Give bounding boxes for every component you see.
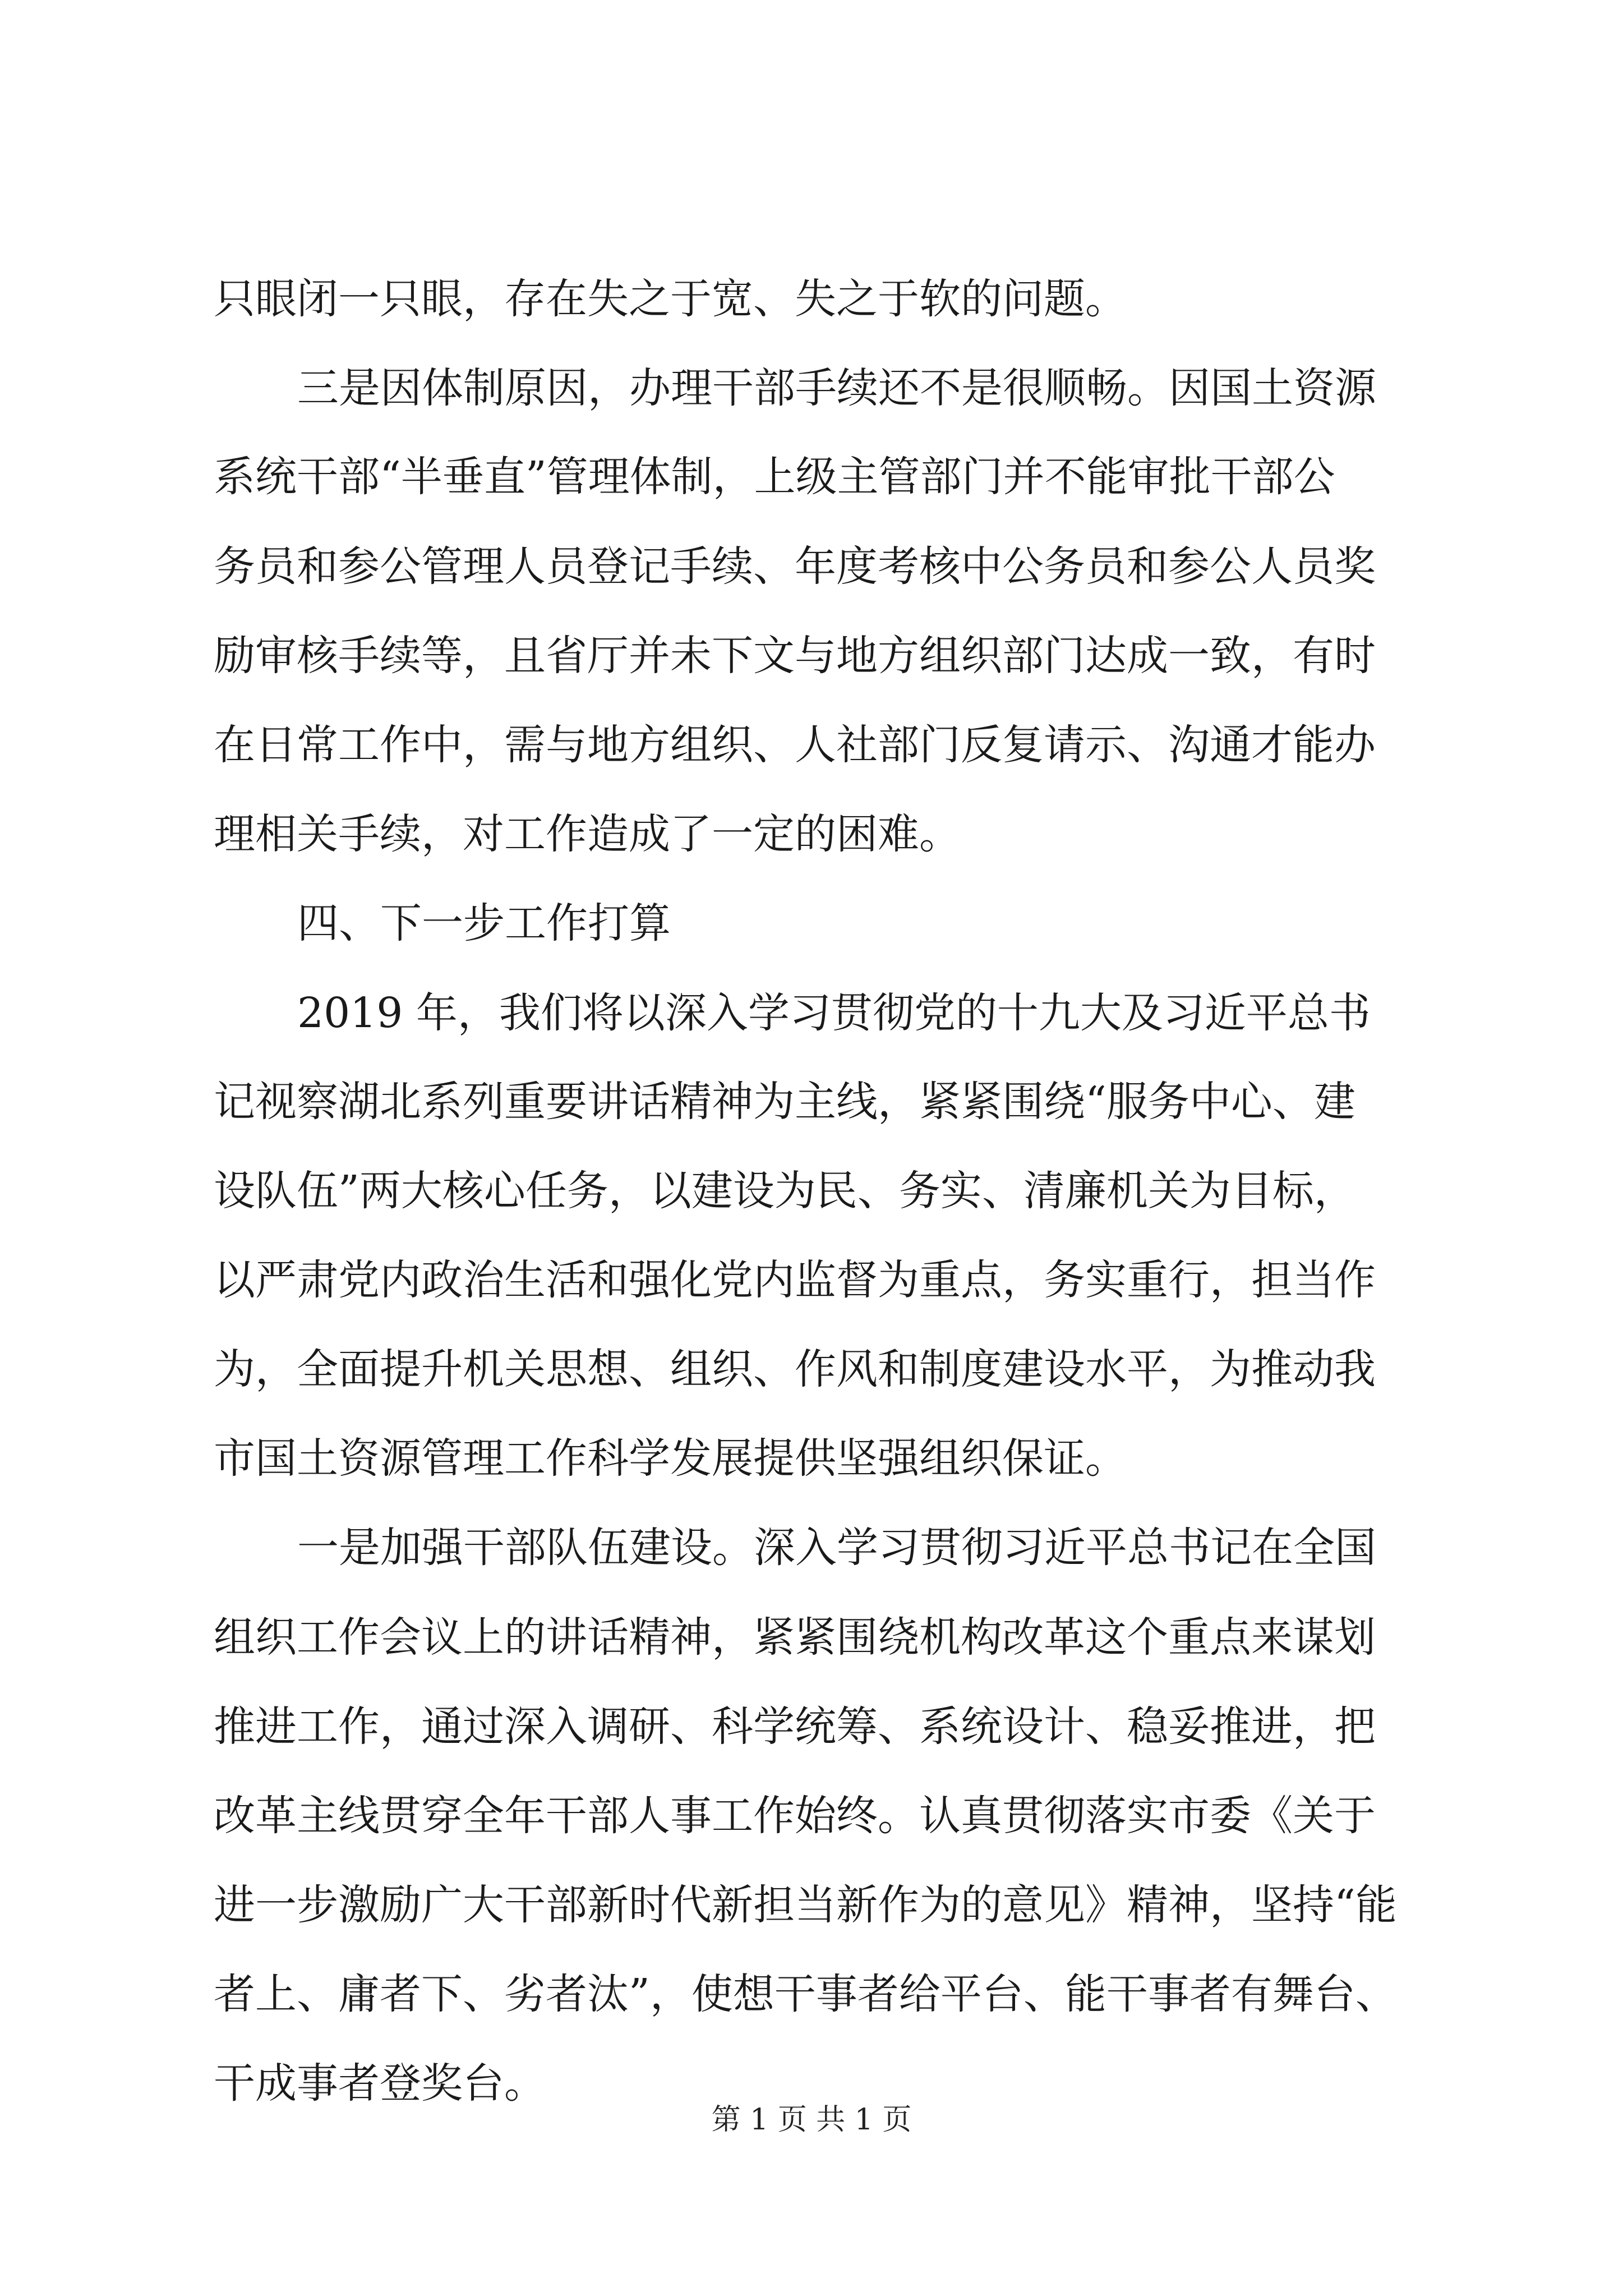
text-line: 务员和参公管理人员登记手续、年度考核中公务员和参公人员奖: [214, 542, 1376, 591]
paragraph-start-line: 三是因体制原因，办理干部手续还不是很顺畅。因国土资源: [297, 364, 1376, 412]
text-line: 干成事者登奖台。: [214, 2059, 546, 2108]
section-heading: 四、下一步工作打算: [297, 899, 671, 947]
text-line: 设队伍”两大核心任务，以建设为民、务实、清廉机关为目标，: [214, 1167, 1355, 1215]
text-line: 以严肃党内政治生活和强化党内监督为重点，务实重行，担当作: [214, 1256, 1376, 1304]
paragraph-start-line: 2019 年，我们将以深入学习贯彻党的十九大及习近平总书: [297, 989, 1371, 1037]
text-line: 记视察湖北系列重要讲话精神为主线，紧紧围绕“服务中心、建: [214, 1078, 1355, 1126]
paragraph-start-line: 一是加强干部队伍建设。深入学习贯彻习近平总书记在全国: [297, 1524, 1376, 1572]
text-line: 改革主线贯穿全年干部人事工作始终。认真贯彻落实市委《关于: [214, 1792, 1376, 1840]
text-line: 只眼闭一只眼，存在失之于宽、失之于软的问题。: [214, 275, 1127, 323]
page-number-footer: 第 1 页 共 1 页: [711, 2103, 912, 2137]
text-line: 系统干部“半垂直”管理体制，上级主管部门并不能审批干部公: [214, 453, 1335, 501]
text-line: 理相关手续，对工作造成了一定的困难。: [214, 810, 961, 858]
text-line: 进一步激励广大干部新时代新担当新作为的意见》精神，坚持“能: [214, 1881, 1397, 1929]
text-line: 市国土资源管理工作科学发展提供坚强组织保证。: [214, 1434, 1127, 1483]
text-line: 者上、庸者下、劣者汰”，使想干事者给平台、能干事者有舞台、: [214, 1970, 1397, 2018]
text-line: 推进工作，通过深入调研、科学统筹、系统设计、稳妥推进，把: [214, 1703, 1376, 1751]
text-line: 励审核手续等，且省厅并未下文与地方组织部门达成一致，有时: [214, 632, 1376, 680]
text-line: 组织工作会议上的讲话精神，紧紧围绕机构改革这个重点来谋划: [214, 1613, 1376, 1662]
text-line: 为，全面提升机关思想、组织、作风和制度建设水平，为推动我: [214, 1345, 1376, 1393]
text-line: 在日常工作中，需与地方组织、人社部门反复请示、沟通才能办: [214, 721, 1376, 769]
